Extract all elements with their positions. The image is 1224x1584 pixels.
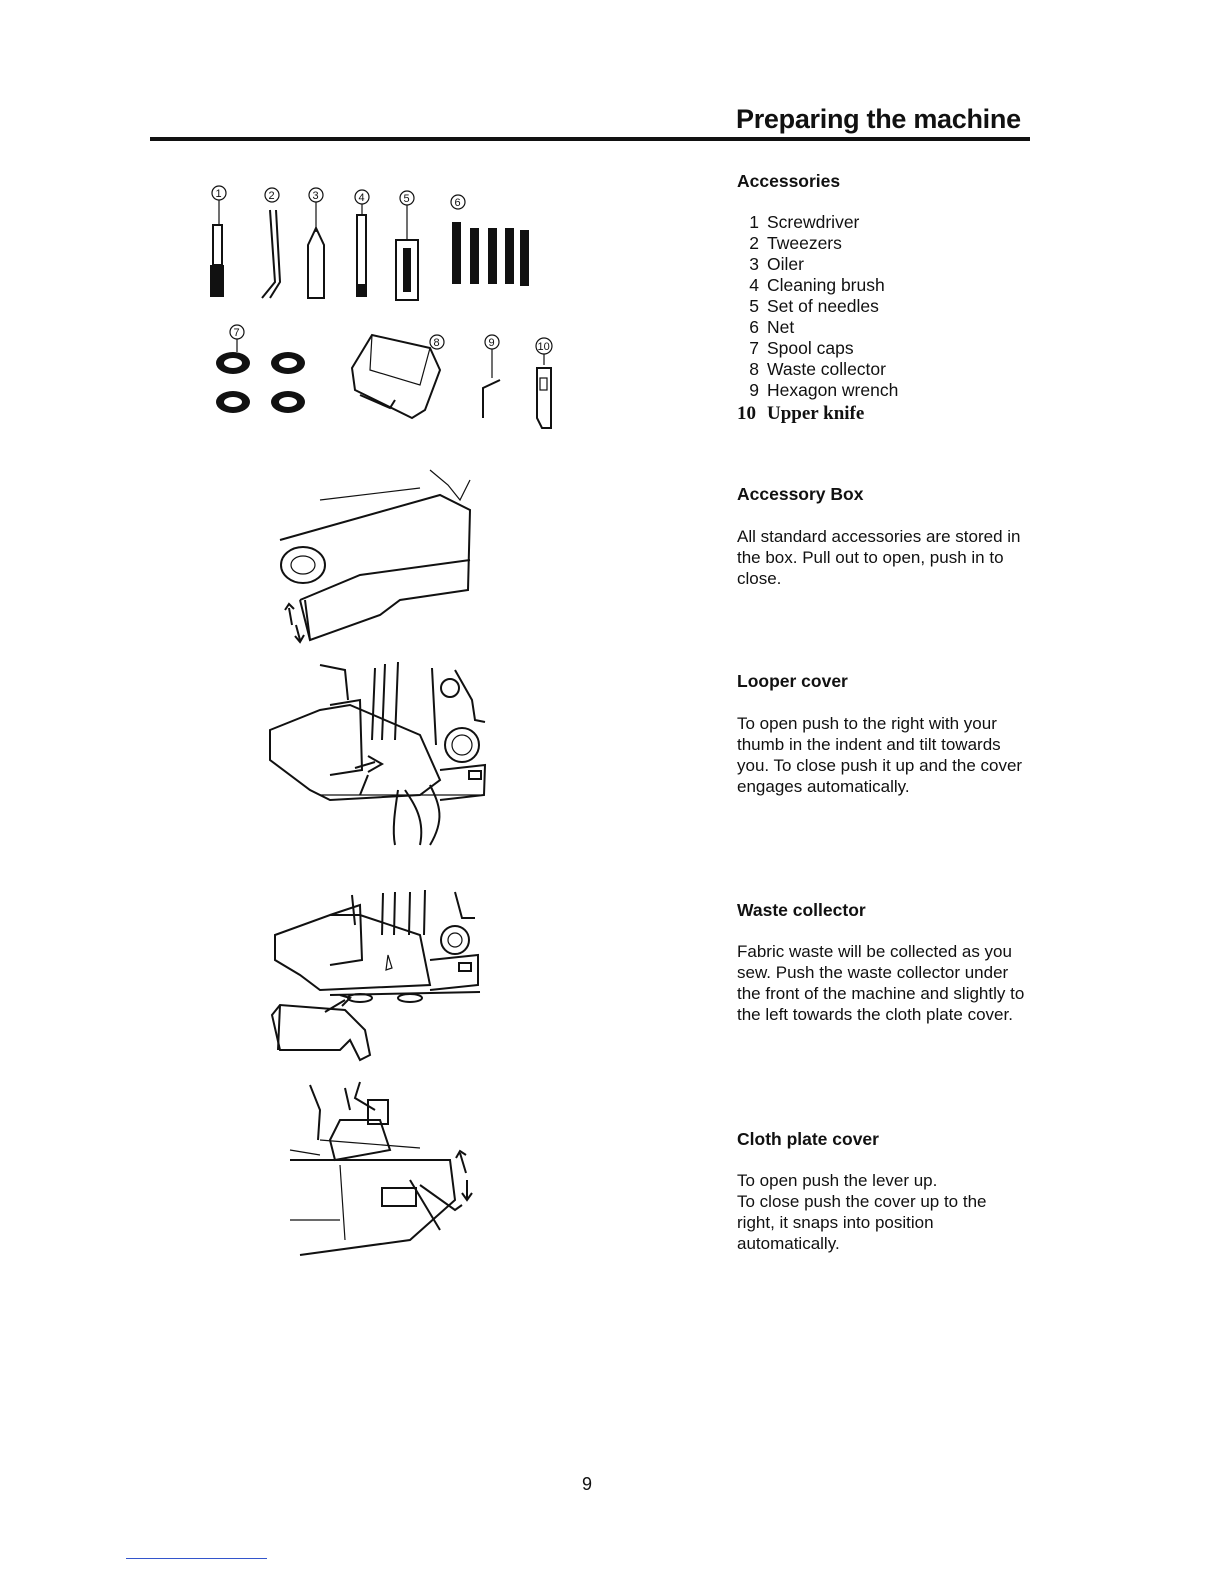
cloth-plate-cover-text-1: To open push the lever up. bbox=[737, 1171, 938, 1190]
accessory-box-illustration bbox=[280, 470, 470, 642]
list-item: 1 Screwdriver bbox=[749, 212, 860, 232]
list-item: 6 Net bbox=[749, 317, 795, 337]
looper-cover-heading: Looper cover bbox=[737, 671, 848, 691]
cloth-plate-cover-illustration bbox=[290, 1082, 472, 1255]
list-item: 10 Upper knife bbox=[737, 403, 865, 424]
list-item: 7 Spool caps bbox=[749, 338, 854, 358]
accessories-illustration bbox=[210, 186, 552, 428]
spool-caps-icon bbox=[216, 325, 305, 413]
list-item: 2 Tweezers bbox=[749, 233, 842, 253]
svg-text:3: 3 bbox=[312, 190, 319, 202]
list-item: 8 Waste collector bbox=[749, 359, 886, 379]
list-item: 3 Oiler bbox=[749, 254, 804, 274]
accessory-box-text: All standard accessories are stored in the box. Pull out to open, push in to close. bbox=[737, 527, 1021, 588]
cloth-plate-cover-heading: Cloth plate cover bbox=[737, 1129, 879, 1149]
svg-text:7: 7 bbox=[233, 327, 240, 339]
svg-text:9: 9 bbox=[488, 337, 495, 349]
page-number: 9 bbox=[582, 1474, 593, 1494]
waste-collector-illustration bbox=[272, 890, 480, 1060]
svg-text:10: 10 bbox=[537, 341, 550, 353]
looper-cover-text: To open push to the right with your thumb in the indent and tilt towards you. To close push it up and the cover engages automatically. bbox=[737, 714, 1023, 796]
cloth-plate-cover-text-2: To close push the cover up to the right, it snaps into position automatically. bbox=[737, 1192, 987, 1253]
footer-rule bbox=[126, 1558, 267, 1559]
svg-text:4: 4 bbox=[358, 192, 365, 204]
screwdriver-icon bbox=[210, 186, 226, 297]
accessories-heading: Accessories bbox=[737, 171, 841, 191]
tweezers-icon bbox=[262, 188, 280, 298]
cleaning-brush-icon bbox=[355, 190, 369, 297]
hexagon-wrench-icon bbox=[483, 335, 500, 418]
svg-text:8: 8 bbox=[433, 337, 440, 349]
accessory-box-heading: Accessory Box bbox=[737, 484, 864, 504]
svg-text:6: 6 bbox=[454, 197, 461, 209]
list-item: 5 Set of needles bbox=[749, 296, 879, 316]
list-item: 4 Cleaning brush bbox=[749, 275, 885, 295]
waste-collector-text: Fabric waste will be collected as you sew. Push the waste collector under the front of the machine and slightly to the left towards the cloth plate cover. bbox=[737, 942, 1025, 1024]
title-rule bbox=[150, 137, 1030, 141]
svg-text:2: 2 bbox=[268, 190, 275, 202]
oiler-icon bbox=[308, 188, 324, 298]
waste-collector-icon bbox=[352, 335, 444, 418]
accessories-list bbox=[737, 212, 898, 424]
figure-label: 1 bbox=[215, 188, 222, 200]
list-item: 9 Hexagon wrench bbox=[749, 380, 899, 400]
svg-text:5: 5 bbox=[403, 193, 410, 205]
page-title: Preparing the machine bbox=[736, 104, 1021, 134]
needles-pack-icon bbox=[396, 191, 418, 300]
upper-knife-icon bbox=[536, 338, 552, 428]
looper-cover-illustration bbox=[270, 662, 485, 845]
waste-collector-heading: Waste collector bbox=[737, 900, 866, 920]
net-icon bbox=[451, 195, 529, 286]
